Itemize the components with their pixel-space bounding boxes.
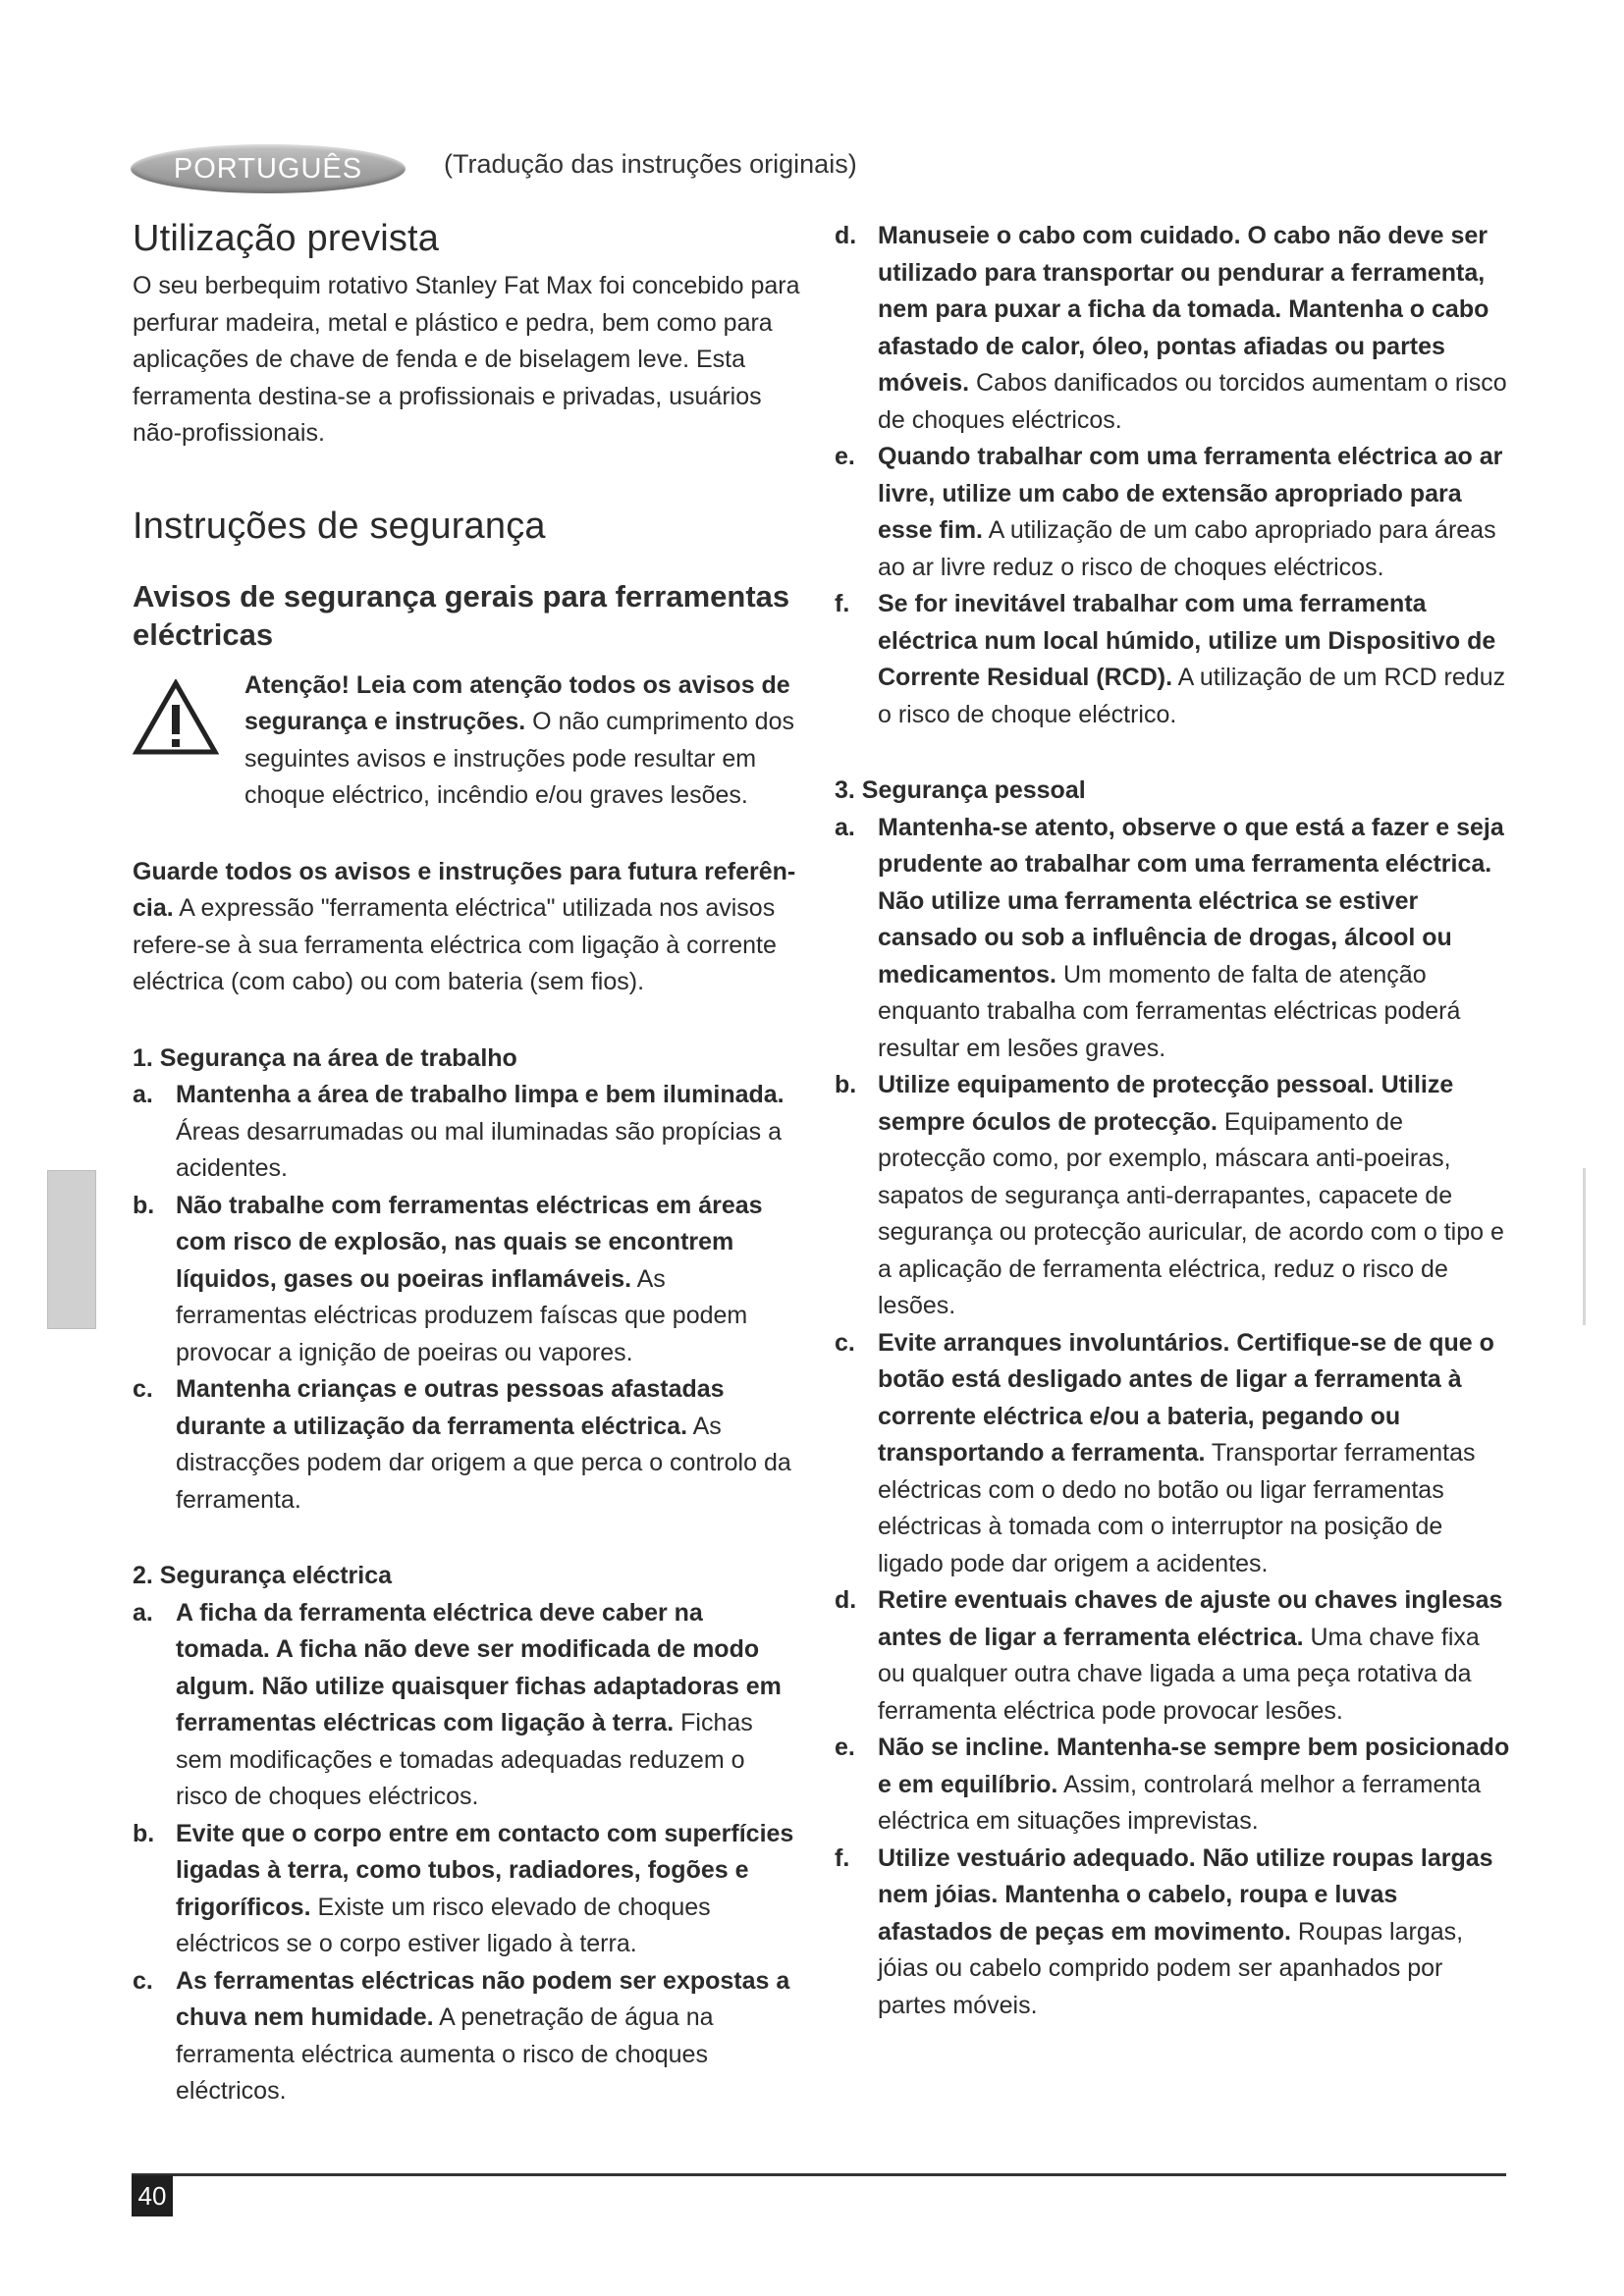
item-text: As distracções podem dar origem a que perca o controlo da ferramenta. <box>176 1412 791 1514</box>
item-bold: Mantenha-se atento, observe o que está a fazer e seja prudente ao trabalhar com uma ferramenta eléctrica. Não utilize uma ferramenta eléctrica se estiver cansado ou sob a influência de drogas, álcool ou medicamentos. <box>878 813 1504 988</box>
item-bold: Evite que o corpo entre em contacto com superfícies ligadas à terra, como tubos, radiadores, fogões e frigoríficos. <box>176 1819 794 1921</box>
item-mark: a. <box>835 813 855 841</box>
keep-body: A expressão "ferramenta eléctrica" utilizada nos avisos refere-se à sua ferramenta eléctrica com ligação à corrente eléctrica (com cabo) ou com bateria (sem fios). <box>133 894 777 995</box>
list-item <box>835 1841 1512 2025</box>
section-tab-marker <box>47 1170 96 1329</box>
item-text: Existe um risco elevado de choques eléctricos se o corpo estiver ligado à terra. <box>176 1893 711 1957</box>
item-text: Áreas desarrumadas ou mal iluminadas são propícias a acidentes. <box>176 1117 782 1182</box>
section-heading: 1. Segurança na área de trabalho <box>133 1043 517 1072</box>
item-text: Cabos danificados ou torcidos aumentam o risco de choques eléctricos. <box>878 369 1507 434</box>
item-bold: Evite arranques involuntários. Certifique-se de que o botão está desligado antes de ligar a ferramenta à corrente eléctrica e/ou a bateria, pegando ou transportando a ferramenta. <box>878 1328 1494 1467</box>
item-text: Uma chave fixa ou qualquer outra chave ligada a uma peça rotativa da ferramenta eléctrica pode provocar lesões. <box>878 1623 1480 1725</box>
list-item <box>133 1077 802 1188</box>
warning-text <box>244 667 802 815</box>
item-bold: Utilize equipamento de protecção pessoal. Utilize sempre óculos de protecção. <box>878 1071 1454 1136</box>
left-column <box>133 218 802 2110</box>
item-bold: Retire eventuais chaves de ajuste ou chaves inglesas antes de ligar a ferramenta eléctrica. <box>878 1586 1503 1651</box>
item-mark: e. <box>835 1734 855 1761</box>
item-bold: As ferramentas eléctricas não podem ser expostas a chuva nem humidade. <box>176 1966 790 2031</box>
warning-triangle-icon <box>133 667 227 815</box>
safety-title: Instruções de segurança <box>133 505 546 547</box>
list-item <box>835 218 1512 439</box>
item-bold: Mantenha a área de trabalho limpa e bem iluminada. <box>176 1081 785 1108</box>
list-item <box>133 1816 802 1963</box>
item-text: Equipamento de protecção como, por exemplo, máscara anti-poeiras, sapatos de segurança anti-derrapantes, capacete de segurança ou protecção auricular, de acordo com o tipo e a aplicação de ferramenta eléctrica, reduz o risco de lesões. <box>878 1107 1504 1319</box>
item-text: Transportar ferramentas eléctricas com o dedo no botão ou ligar ferramentas eléctricas à tomada com o interruptor na posição de ligado pode dar origem a acidentes. <box>878 1439 1476 1577</box>
warning-block <box>133 667 802 815</box>
item-mark: f. <box>835 590 850 617</box>
page-number: 40 <box>132 2175 173 2216</box>
list-item <box>835 439 1512 586</box>
item-mark: a. <box>133 1081 153 1108</box>
language-badge: PORTUGUÊS <box>131 144 406 193</box>
item-bold: Mantenha crianças e outras pessoas afastadas durante a utilização da ferramenta eléctrica. <box>176 1375 725 1440</box>
warning-body: O não cumprimento dos seguintes avisos e instruções pode resultar em choque eléctrico, incêndio e/ou graves lesões. <box>244 708 794 809</box>
keep-bold: Guarde todos os avisos e instruções para futura referên-cia. <box>133 857 796 922</box>
right-column <box>835 218 1512 2024</box>
item-bold: Se for inevitável trabalhar com uma ferramenta eléctrica num local húmido, utilize um Dispositivo de Corrente Residual (RCD). <box>878 590 1496 691</box>
item-bold: Não se incline. Mantenha-se sempre bem posicionado e em equilíbrio. <box>878 1734 1510 1798</box>
item-mark: b. <box>133 1819 155 1847</box>
item-bold: Quando trabalhar com uma ferramenta eléctrica ao ar livre, utilize um cabo de extensão apropriado para esse fim. <box>878 443 1503 544</box>
item-mark: a. <box>133 1598 153 1627</box>
intended-use-text: O seu berbequim rotativo Stanley Fat Max foi concebido para perfurar madeira, metal e plástico e pedra, bem como para aplicações de chave de fenda e de biselagem leve. Esta ferramenta destina-se a profissionais e privadas, usuários não-profissionais. <box>133 272 800 447</box>
item-bold: A ficha da ferramenta eléctrica deve caber na tomada. A ficha não deve ser modificada de modo algum. Não utilize quaisquer fichas adaptadoras em ferramentas eléctricas com ligação à terra. <box>176 1598 782 1736</box>
section-heading: 2. Segurança eléctrica <box>133 1562 393 1589</box>
list-item <box>133 1371 802 1519</box>
margin-line <box>1583 1168 1586 1325</box>
item-text: Um momento de falta de atenção enquanto trabalha com ferramentas eléctricas poderá resultar em lesões graves. <box>878 960 1461 1062</box>
list-item <box>835 810 1512 1068</box>
item-bold: Utilize vestuário adequado. Não utilize roupas largas nem jóias. Mantenha o cabelo, roupa e luvas afastados de peças em movimento. <box>878 1843 1493 1946</box>
item-text: A utilização de um RCD reduz o risco de choque eléctrico. <box>878 664 1506 728</box>
list-item <box>835 1730 1512 1841</box>
item-text: As ferramentas eléctricas produzem faíscas que podem provocar a ignição de poeiras ou vapores. <box>176 1264 748 1366</box>
list-item <box>835 1067 1512 1325</box>
item-text: A utilização de um cabo apropriado para áreas ao ar livre reduz o risco de choques eléctricos. <box>878 516 1496 581</box>
item-mark: c. <box>133 1375 153 1403</box>
item-text: Fichas sem modificações e tomadas adequadas reduzem o risco de choques eléctricos. <box>176 1709 753 1810</box>
list-item <box>835 1325 1512 1583</box>
item-text: Assim, controlará melhor a ferramenta eléctrica em situações imprevistas. <box>878 1770 1482 1835</box>
translation-note: (Tradução das instruções originais) <box>444 149 857 179</box>
list-item <box>133 1188 802 1372</box>
item-mark: b. <box>133 1191 155 1219</box>
keep-instructions-text <box>133 854 802 1001</box>
item-mark: d. <box>835 222 857 249</box>
item-bold: Não trabalhe com ferramentas eléctricas em áreas com risco de explosão, nas quais se encontrem líquidos, gases ou poeiras inflamáveis. <box>176 1191 763 1293</box>
item-mark: e. <box>835 443 855 470</box>
warning-bold: Atenção! Leia com atenção todos os avisos de segurança e instruções. <box>244 670 790 735</box>
footer-rule <box>132 2173 1506 2176</box>
list-item <box>835 586 1512 733</box>
intended-use-title: Utilização prevista <box>133 218 440 259</box>
item-mark: d. <box>835 1586 857 1614</box>
item-mark: c. <box>133 1966 153 1995</box>
item-mark: f. <box>835 1843 850 1872</box>
item-mark: c. <box>835 1328 855 1357</box>
item-text: Roupas largas, jóias ou cabelo comprido podem ser apanhados por partes móveis. <box>878 1917 1464 2019</box>
section-heading: 3. Segurança pessoal <box>835 776 1086 804</box>
list-item <box>133 1595 802 1816</box>
list-item <box>835 1582 1512 1730</box>
item-text: A penetração de água na ferramenta eléctrica aumenta o risco de choques eléctricos. <box>176 2003 714 2105</box>
general-warnings-title: Avisos de segurança gerais para ferramentas eléctricas <box>133 578 790 652</box>
item-bold: Manuseie o cabo com cuidado. O cabo não deve ser utilizado para transportar ou pendurar a ferramenta, nem para puxar a ficha da tomada. Mantenha o cabo afastado de calor, óleo, pontas afiadas ou partes móveis. <box>878 222 1489 397</box>
item-mark: b. <box>835 1071 857 1098</box>
list-item <box>133 1963 802 2110</box>
